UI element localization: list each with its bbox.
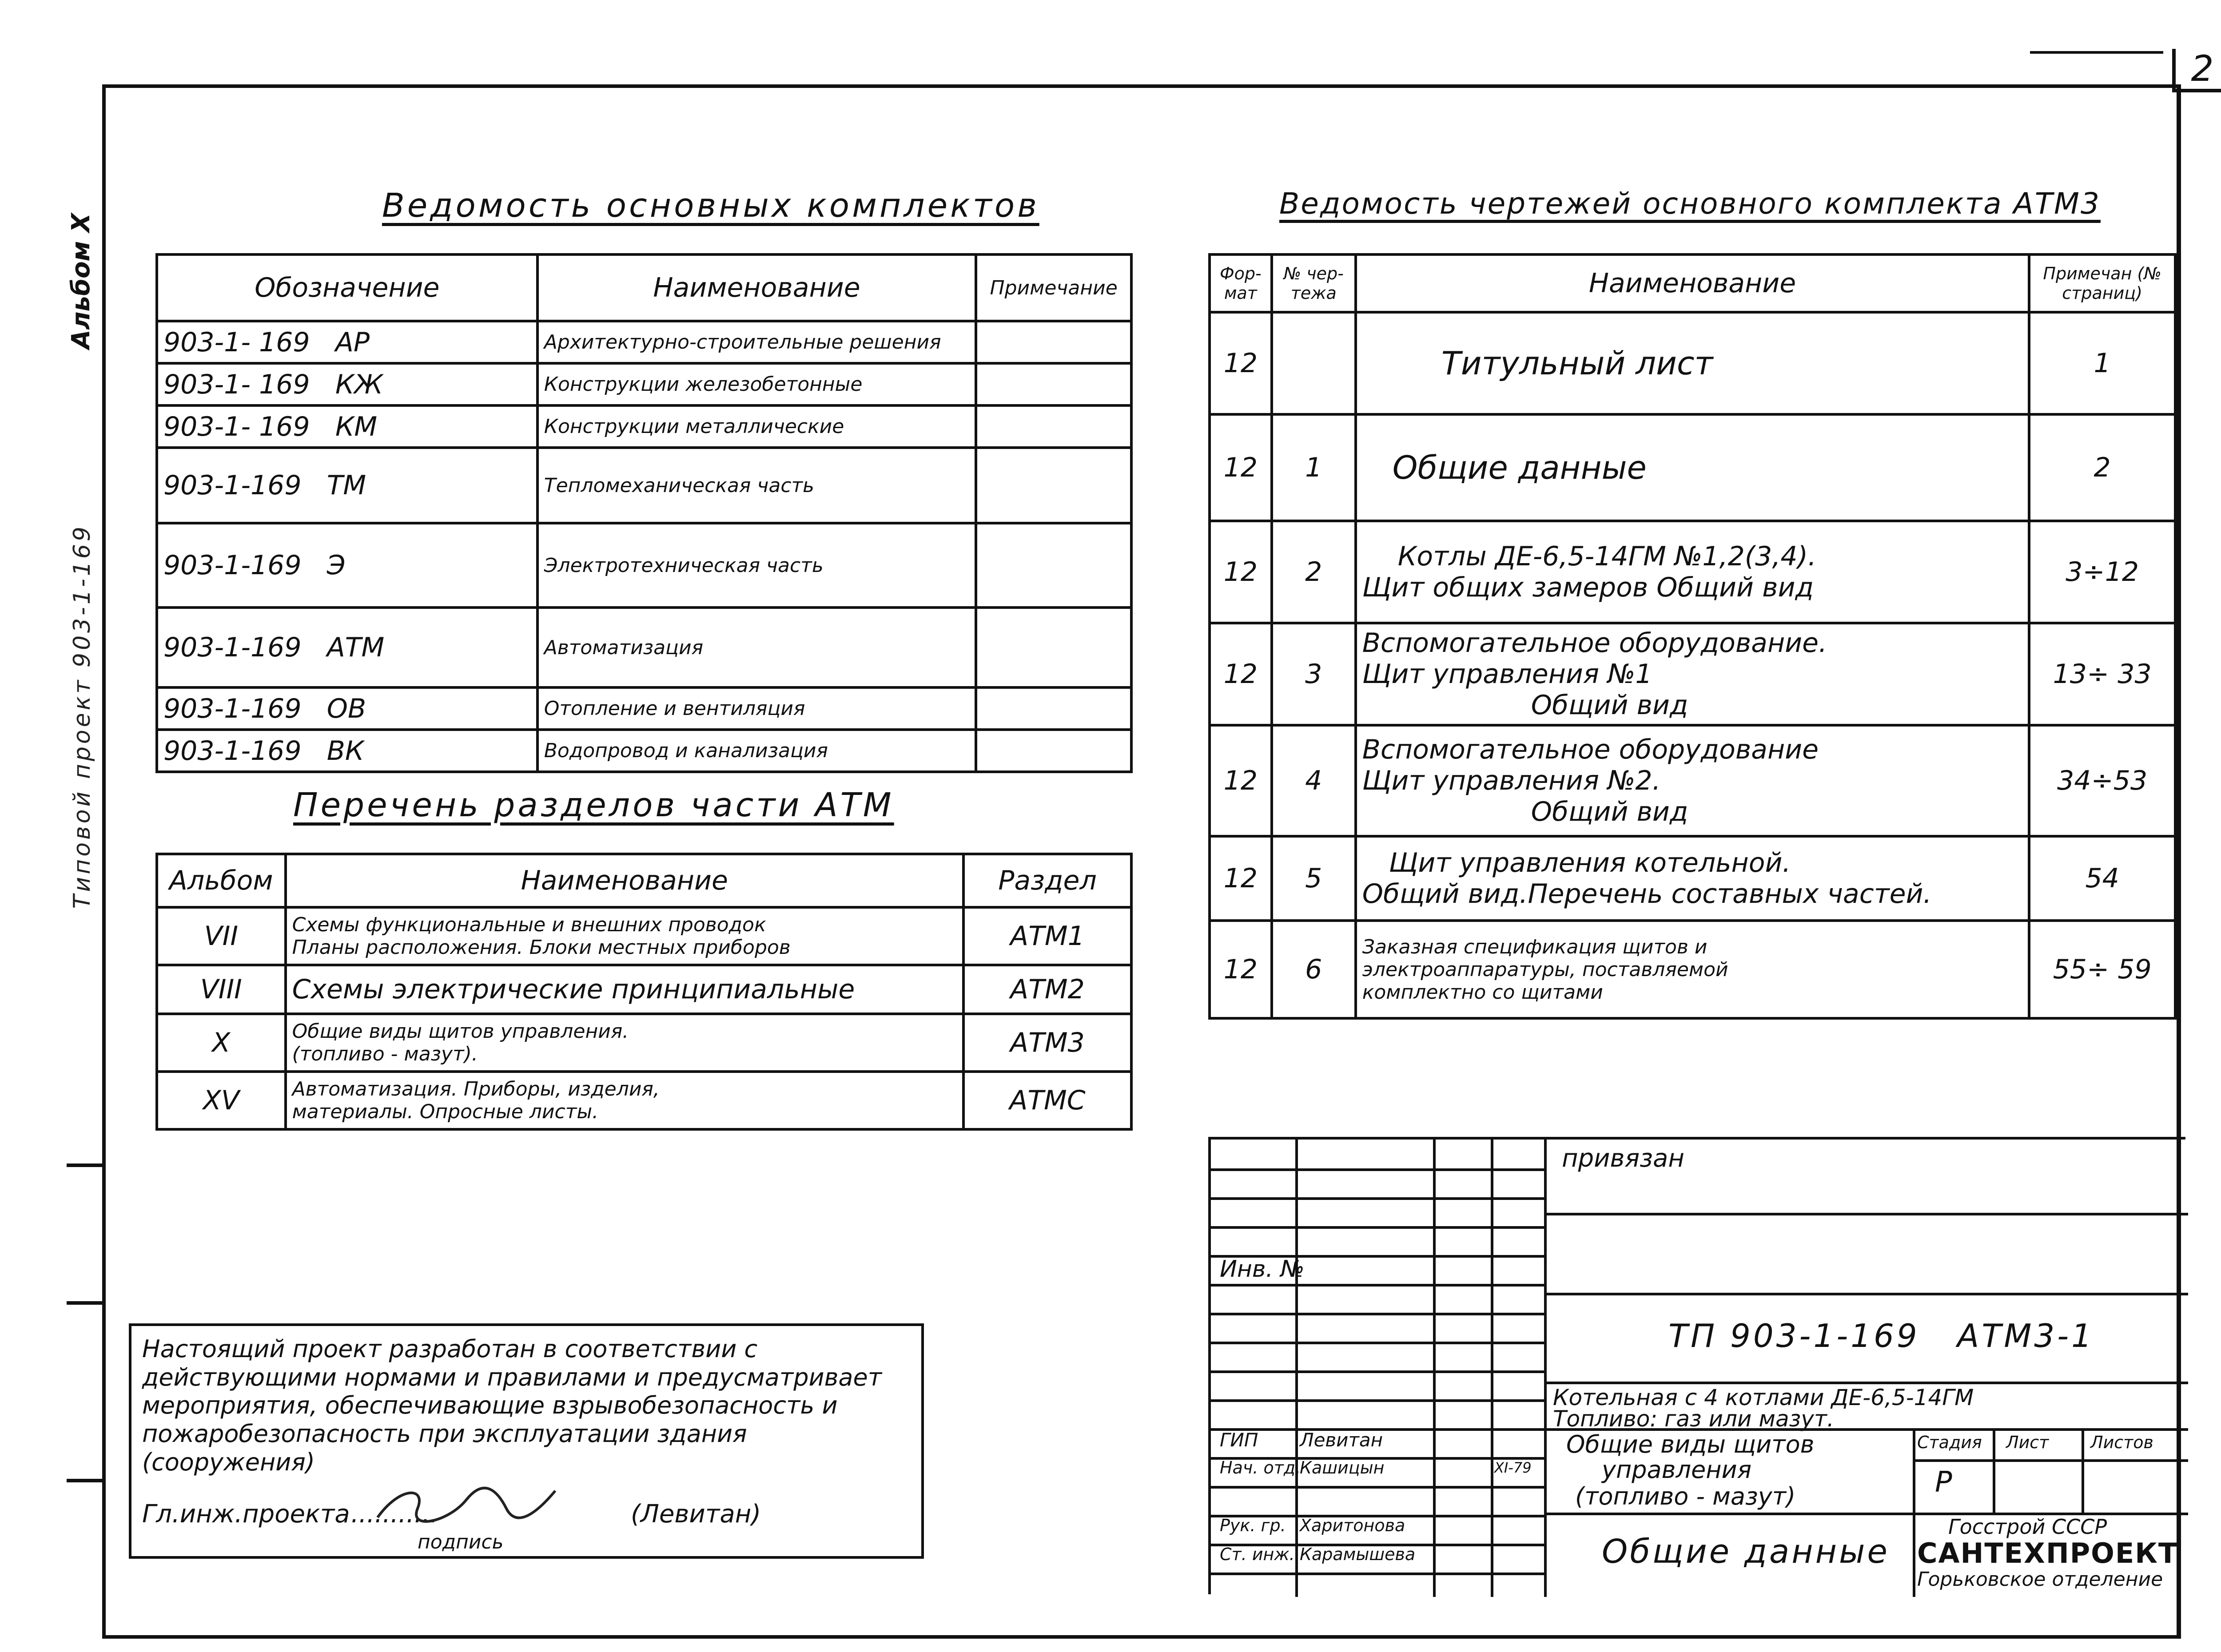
organization-logo: САНТЕХПРОЕКТ (1917, 1537, 2178, 1569)
name-cell: Отопление и вентиляция (537, 687, 976, 730)
table-row (157, 523, 1131, 608)
note-cell (976, 608, 1131, 687)
sheets-total-label: Листов (2090, 1433, 2153, 1452)
name-cell: Схемы функциональные и внешних проводок Планы расположения. Блоки местных приборов (286, 907, 963, 965)
album-cell: X (157, 1014, 286, 1072)
role-cell: Нач. отд. (1220, 1458, 1301, 1477)
name-cell: Щит управления котельной. Общий вид.Перечень составных частей. (1356, 836, 2030, 921)
header-format: Фор-мат (1210, 254, 1272, 312)
margin-tick (67, 1479, 102, 1482)
table-row (157, 1014, 1131, 1072)
note-cell (976, 687, 1131, 730)
section-cell: АТМ1 (963, 907, 1131, 965)
format-cell: 12 (1210, 725, 1272, 836)
table-row (1210, 725, 2175, 836)
name-cell: Схемы электрические принципиальные (286, 965, 963, 1014)
stage-value: Р (1935, 1466, 1952, 1499)
designation-cell: 903-1-169 ВК (157, 730, 537, 772)
header-album: Альбом (157, 854, 286, 907)
name-cell: Архитектурно-строительные решения (537, 321, 976, 363)
pages-cell: 54 (2029, 836, 2175, 921)
pages-cell: 1 (2029, 312, 2175, 414)
signature-dots: ........... (351, 1499, 438, 1529)
designation-cell: 903-1-169 Э (157, 523, 537, 608)
designation-cell: 903-1- 169 КЖ (157, 363, 537, 405)
top-margin-line (2030, 51, 2163, 54)
table-row (157, 965, 1131, 1014)
name-cell: Харитонова (1300, 1516, 1405, 1535)
pages-cell: 13÷ 33 (2029, 623, 2175, 725)
designation-cell: 903-1-169 АТМ (157, 608, 537, 687)
role-cell: Ст. инж. (1220, 1545, 1295, 1564)
name-cell: Карамышева (1300, 1545, 1416, 1564)
pages-cell: 2 (2029, 414, 2175, 521)
album-cell: XV (157, 1072, 286, 1129)
table-row (157, 730, 1131, 772)
name-cell: Общие данные (1356, 414, 2030, 521)
name-cell: Общие виды щитов управления. (топливо - мазут). (286, 1014, 963, 1072)
pages-cell: 34÷53 (2029, 725, 2175, 836)
section-cell: АТМ3 (963, 1014, 1131, 1072)
note-cell (976, 405, 1131, 448)
object-description: Котельная с 4 котлами ДЕ-6,5-14ГМ (1553, 1385, 1974, 1410)
table-row (1210, 836, 2175, 921)
fuel-description: Топливо: газ или мазут. (1553, 1406, 1834, 1432)
name-cell: Вспомогательное оборудование. Щит управления №1 Общий вид (1356, 623, 2030, 725)
note-cell (976, 523, 1131, 608)
header-name: Наименование (286, 854, 963, 907)
album-cell: VIII (157, 965, 286, 1014)
name-cell: Вспомогательное оборудование Щит управления №2. Общий вид (1356, 725, 2030, 836)
number-cell: 4 (1272, 725, 1356, 836)
section-cell: АТМС (963, 1072, 1131, 1129)
name-cell: Котлы ДЕ-6,5-14ГМ №1,2(3,4). Щит общих замеров Общий вид (1356, 521, 2030, 623)
format-cell: 12 (1210, 836, 1272, 921)
document-title: Общие данные (1602, 1533, 1890, 1571)
sheet-title-line: управления (1602, 1456, 1752, 1484)
table-row (1210, 623, 2175, 725)
album-cell: VII (157, 907, 286, 965)
table-row (157, 687, 1131, 730)
drawings-title: Ведомость чертежей основного комплекта АТМ3 (1279, 187, 2101, 221)
sheet-label: Лист (2006, 1433, 2049, 1452)
margin-tick (67, 1301, 102, 1305)
table-row (1210, 414, 2175, 521)
role-cell: ГИП (1220, 1429, 1258, 1451)
designation-cell: 903-1- 169 АР (157, 321, 537, 363)
table-row (157, 405, 1131, 448)
table-row (157, 1072, 1131, 1129)
number-cell (1272, 312, 1356, 414)
name-cell: Водопровод и канализация (537, 730, 976, 772)
table-row (157, 448, 1131, 523)
drawing-set-code: АТМ3-1 (1957, 1317, 2094, 1354)
name-cell: Электротехническая часть (537, 523, 976, 608)
title-block (1208, 1137, 2185, 1594)
role-cell: Рук. гр. (1220, 1516, 1286, 1535)
table-row (1210, 521, 2175, 623)
inventory-number-label: Инв. № (1220, 1256, 1305, 1283)
format-cell: 12 (1210, 312, 1272, 414)
signature-caption: подпись (418, 1530, 504, 1553)
signature-mark (373, 1482, 560, 1531)
sections-table (155, 853, 1133, 1131)
pages-cell: 3÷12 (2029, 521, 2175, 623)
header-name: Наименование (537, 254, 976, 321)
sheet-title-line: Общие виды щитов (1566, 1430, 1815, 1458)
name-cell: Автоматизация (537, 608, 976, 687)
header-section: Раздел (963, 854, 1131, 907)
safety-note-block (129, 1323, 924, 1559)
organization-line: Горьковское отделение (1917, 1568, 2163, 1591)
format-cell: 12 (1210, 414, 1272, 521)
komplekty-title: Ведомость основных комплектов (382, 187, 1039, 225)
sections-title: Перечень разделов части АТМ (293, 786, 894, 824)
signer-name: (Левитан) (631, 1499, 761, 1529)
header-drawing-number: № чер-тежа (1272, 254, 1356, 312)
margin-tick (67, 1164, 102, 1167)
stage-label: Стадия (1917, 1433, 1982, 1452)
name-cell: Кашицын (1300, 1458, 1385, 1477)
number-cell: 2 (1272, 521, 1356, 623)
header-designation: Обозначение (157, 254, 537, 321)
format-cell: 12 (1210, 921, 1272, 1018)
format-cell: 12 (1210, 521, 1272, 623)
designation-cell: 903-1- 169 КМ (157, 405, 537, 448)
section-cell: АТМ2 (963, 965, 1131, 1014)
format-cell: 12 (1210, 623, 1272, 725)
name-cell: Левитан (1300, 1429, 1383, 1451)
table-row (1210, 312, 2175, 414)
date-cell: XI-79 (1494, 1459, 1532, 1476)
chief-engineer-label: Гл.инж.проекта (142, 1499, 350, 1529)
header-pages: Примечан (№ страниц) (2029, 254, 2175, 312)
table-row (157, 608, 1131, 687)
sheet-number: 2 (2172, 49, 2221, 92)
pages-cell: 55÷ 59 (2029, 921, 2175, 1018)
side-album-label: Альбом X (67, 213, 96, 349)
drawings-table (1208, 253, 2177, 1020)
name-cell: Конструкции металлические (537, 405, 976, 448)
designation-cell: 903-1-169 ОВ (157, 687, 537, 730)
table-row (157, 907, 1131, 965)
project-code: ТП 903-1-169 (1668, 1317, 1920, 1354)
table-row (1210, 921, 2175, 1018)
sheet-title-line: (топливо - мазут) (1575, 1482, 1796, 1510)
table-row (157, 363, 1131, 405)
organization-line: Госстрой СССР (1948, 1515, 2107, 1539)
note-cell (976, 321, 1131, 363)
name-cell: Тепломеханическая часть (537, 448, 976, 523)
name-cell: Титульный лист (1356, 312, 2030, 414)
number-cell: 5 (1272, 836, 1356, 921)
name-cell: Конструкции железобетонные (537, 363, 976, 405)
name-cell: Заказная спецификация щитов и электроаппаратуры, поставляемой комплектно со щитами (1356, 921, 2030, 1018)
note-cell (976, 730, 1131, 772)
header-name: Наименование (1356, 254, 2030, 312)
designation-cell: 903-1-169 ТМ (157, 448, 537, 523)
number-cell: 6 (1272, 921, 1356, 1018)
privyazan-label: привязан (1562, 1144, 1684, 1173)
note-cell (976, 448, 1131, 523)
number-cell: 3 (1272, 623, 1356, 725)
note-cell (976, 363, 1131, 405)
header-note: Примечание (976, 254, 1131, 321)
number-cell: 1 (1272, 414, 1356, 521)
safety-note-text: Настоящий проект разработан в соответствии с действующими нормами и правилами и предусматривает мероприятия, обеспечивающие взрывобезопасность и пожаробезопасность при эксплуатации здания (сооружения) (142, 1335, 882, 1476)
name-cell: Автоматизация. Приборы, изделия, материалы. Опросные листы. (286, 1072, 963, 1129)
side-vertical-text: Типовой проект 903-1-169 (69, 524, 96, 909)
table-row (157, 321, 1131, 363)
komplekty-table (155, 253, 1133, 773)
